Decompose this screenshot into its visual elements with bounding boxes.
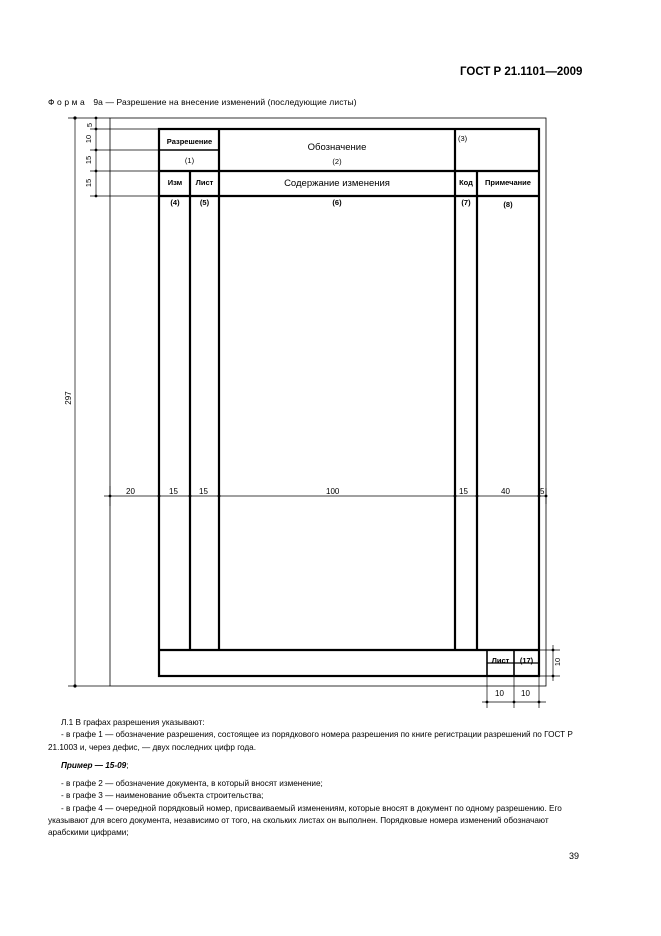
sheet-label: Лист (491, 656, 510, 665)
designation-num: (2) (332, 157, 342, 166)
col3-num: (3) (458, 134, 468, 143)
dim-15-b: 15 (84, 178, 93, 188)
permission-label: Разрешение (166, 137, 213, 146)
para-l3: - в графе 2 — обозначение документа, в который вносят изменение; (61, 779, 323, 789)
dim-right-10: 10 (553, 657, 562, 667)
dim-15-a: 15 (84, 155, 93, 165)
col-num-6: (6) (332, 198, 342, 207)
col-izm-header: Изм (167, 178, 183, 187)
para-l2: - в графе 1 — обозначение разрешения, состоящее из порядкового номера разрешения по книге регистрации разрешений по ГОСТ Р 21.1003 и, через дефис, — двух последних цифр года. (48, 730, 573, 752)
dim-w100: 100 (326, 487, 340, 496)
dim-bottom-10-a: 10 (495, 689, 504, 698)
col-num-7: (7) (461, 198, 471, 207)
para-example (48, 760, 588, 772)
permission-num: (1) (184, 156, 195, 165)
para-l4: - в графе 3 — наименование объекта строительства; (61, 791, 264, 801)
form-code: 9а (93, 97, 103, 107)
dim-297: 297 (64, 391, 73, 405)
col-kod-header: Код (459, 178, 473, 187)
sheet-num: (17) (519, 656, 534, 665)
dim-w15-a: 15 (169, 487, 178, 496)
para-l5: - в графе 4 — очередной порядковый номер, присваиваемый изменениям, которые вносят в документ по одному разрешению. Его указывают для всего документа, независимо от того, на скольких листах он выполнен. Порядковые номера изменений обозначают арабскими цифрами; (48, 803, 562, 838)
form-word: Ф о р м а (48, 97, 85, 107)
page-number: 39 (569, 851, 580, 861)
dim-bottom-10-b: 10 (521, 689, 530, 698)
dim-w5: 5 (540, 487, 545, 496)
form-title: — Разрешение на внесение изменений (последующие листы) (105, 97, 357, 107)
para-l1: Л.1 В графах разрешения указывают: (61, 718, 205, 727)
dim-w20: 20 (126, 487, 135, 496)
main-frame (159, 129, 539, 676)
dim-w15-c: 15 (459, 487, 468, 496)
example-label: Пример — 15-09 (61, 760, 127, 770)
explanation-text (48, 717, 588, 840)
col-num-5: (5) (199, 198, 210, 207)
col-num-4: (4) (170, 198, 180, 207)
col-content-header: Содержание изменения (284, 178, 390, 189)
col-num-8: (8) (503, 200, 513, 209)
col-list-header: Лист (195, 178, 214, 187)
document-standard-header: ГОСТ Р 21.1101—2009 (460, 66, 583, 78)
dim-10: 10 (84, 134, 93, 144)
dim-w40: 40 (501, 487, 510, 496)
example-tail: ; (126, 760, 129, 770)
designation-label: Обозначение (307, 142, 367, 153)
col-note-header: Примечание (485, 178, 531, 187)
dim-w15-b: 15 (199, 487, 208, 496)
dim-5: 5 (85, 122, 94, 128)
